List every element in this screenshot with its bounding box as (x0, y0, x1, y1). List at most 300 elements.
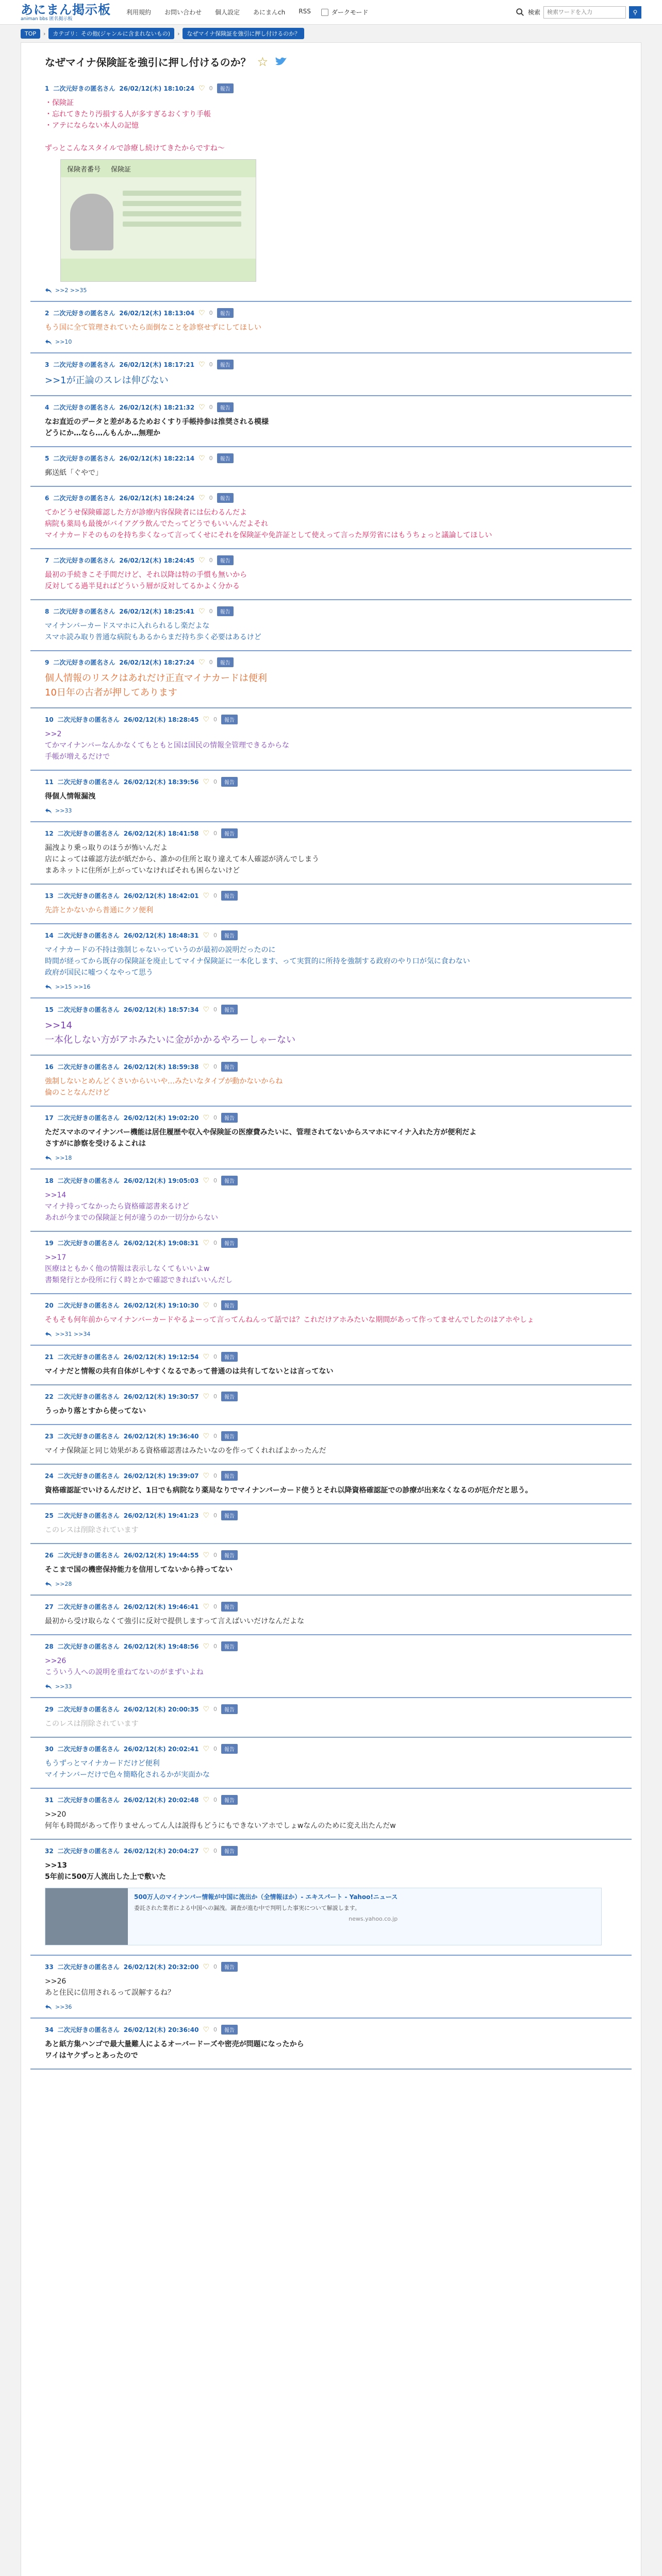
post-date: 26/02/12(木) 19:44:55 (123, 1552, 199, 1559)
report-button[interactable]: 報告 (217, 606, 234, 616)
response-links[interactable]: >>28 (55, 1581, 72, 1587)
reply-icon (45, 1581, 52, 1587)
bird-icon[interactable] (274, 56, 288, 67)
heart-icon[interactable]: ♡ (203, 1795, 209, 1804)
like-count: 0 (209, 404, 213, 411)
post (30, 998, 632, 1056)
link-thumbnail (45, 1888, 128, 1945)
post-date: 26/02/12(木) 18:21:32 (119, 404, 195, 411)
post-body (45, 467, 617, 479)
heart-icon[interactable]: ♡ (203, 1846, 209, 1855)
post-line: なお直近のデータと差があるためおくすり手帳持参は推奨される模様 (45, 418, 269, 426)
like-count: 0 (213, 892, 217, 899)
post-author: 二次元好きの匿名さん (57, 932, 120, 939)
heart-icon[interactable]: ♡ (198, 607, 205, 616)
reply-anchor[interactable]: >>14 (45, 1020, 73, 1031)
post-line: さすがに診察を受けるよこれは (45, 1140, 146, 1148)
post-body (45, 1564, 617, 1575)
post (30, 1504, 632, 1544)
response-links[interactable]: >>10 (55, 338, 72, 345)
report-button[interactable]: 報告 (217, 402, 234, 412)
post (30, 1385, 632, 1425)
report-button[interactable]: 報告 (221, 1005, 238, 1014)
reply-anchor[interactable]: >>20 (45, 1810, 67, 1819)
post-number[interactable]: 5 (45, 454, 49, 462)
heart-icon[interactable]: ♡ (203, 715, 209, 724)
heart-icon[interactable]: ♡ (203, 1176, 209, 1185)
post-line: もうずっとマイナカードだけど便利 (45, 1759, 160, 1768)
post (30, 1170, 632, 1232)
reply-icon (45, 339, 52, 345)
heart-icon[interactable]: ♡ (203, 1392, 209, 1401)
nav-rss[interactable]: RSS (299, 8, 311, 15)
search-input[interactable] (543, 6, 626, 19)
post-line: あと紙方集ハンゴで最大量難人によるオーバードーズや密売が問題になったから (45, 2040, 304, 2048)
post-number[interactable]: 9 (45, 658, 49, 666)
post-line: 5年前に500万人流出した上で敷いた (45, 1873, 166, 1881)
heart-icon[interactable]: ♡ (198, 556, 205, 565)
post-line: 最初から受け取らなくて強引に反対で提供しますって言えばいいだけなんだよな (45, 1617, 305, 1625)
like-count: 0 (213, 1745, 217, 1752)
report-button[interactable]: 報告 (221, 1744, 238, 1754)
responses-row (45, 984, 617, 990)
post-header (45, 828, 617, 838)
post-number[interactable]: 26 (45, 1551, 54, 1559)
report-button[interactable]: 報告 (221, 715, 238, 724)
post-date: 26/02/12(木) 20:02:41 (123, 1745, 199, 1753)
post-number[interactable]: 13 (45, 892, 54, 900)
dark-mode-checkbox[interactable] (321, 9, 328, 16)
like-count: 0 (209, 310, 213, 316)
reply-anchor[interactable]: >>26 (45, 1657, 67, 1665)
heart-icon[interactable]: ♡ (203, 1744, 209, 1753)
post-line: 時間が経ってから既存の保険証を廃止してマイナ保険証に一本化します、って実質的に所持を強制する政府のやり口が気に食わない (45, 957, 470, 965)
report-button[interactable]: 報告 (221, 1602, 238, 1612)
post-number[interactable]: 20 (45, 1301, 54, 1309)
post-number[interactable]: 30 (45, 1745, 54, 1753)
post-header (45, 1005, 617, 1014)
post-date: 26/02/12(木) 19:41:23 (123, 1512, 199, 1519)
responses-row (45, 2004, 617, 2010)
post-line: 病院も薬局も最後がバイアグラ飲んでたってどうでもいいんだよそれ (45, 520, 269, 528)
post-header (45, 1062, 617, 1072)
post-author: 二次元好きの匿名さん (57, 1006, 120, 1013)
post-author: 二次元好きの匿名さん (57, 892, 120, 900)
post-line: 10日年の古者が押してあります (45, 687, 177, 698)
like-count: 0 (213, 1706, 217, 1713)
like-count: 0 (213, 1603, 217, 1610)
post-body (45, 671, 617, 700)
post-number[interactable]: 4 (45, 403, 49, 411)
link-domain: news.yahoo.co.jp (349, 1916, 398, 1922)
post-header (45, 1511, 617, 1520)
report-button[interactable]: 報告 (221, 930, 238, 940)
post-number[interactable]: 27 (45, 1603, 54, 1611)
post (30, 302, 632, 353)
post (30, 1840, 632, 1956)
post-number[interactable]: 32 (45, 1847, 54, 1855)
post (30, 353, 632, 396)
heart-icon[interactable]: ♡ (198, 84, 205, 93)
post-header (45, 657, 617, 667)
search-label: 検索 (527, 9, 540, 16)
insurance-card-image[interactable] (60, 159, 256, 282)
report-button[interactable]: 報告 (221, 1176, 238, 1185)
post-line: ワイはヤクずっとあったので (45, 2052, 138, 2060)
post-line: マイナカードそのものを持ち歩くなって言ってくせにそれを保険証や免許証として使えって言った厚労省にはもうちょっと議論してほしい (45, 531, 492, 539)
post-header (45, 402, 617, 412)
report-button[interactable]: 報告 (221, 1471, 238, 1481)
report-button[interactable]: 報告 (221, 828, 238, 838)
post-author: 二次元好きの匿名さん (57, 1963, 120, 1971)
post-date: 26/02/12(木) 18:25:41 (119, 608, 195, 615)
post-number[interactable]: 16 (45, 1063, 54, 1071)
post-body (45, 1809, 617, 1832)
post-line: 個人情報のリスクはあれだけ正直マイナカードは便利 (45, 673, 267, 684)
post (30, 1294, 632, 1346)
post-header (45, 891, 617, 901)
response-links[interactable]: >>33 (55, 1683, 72, 1690)
heart-icon[interactable]: ♡ (203, 1239, 209, 1247)
report-button[interactable]: 報告 (221, 1238, 238, 1248)
heart-icon[interactable]: ♡ (198, 658, 205, 667)
link-title[interactable]: 500万人のマイナンバー情報が中国に流出か（全情報ほか）- エキスパート - Yahoo!ニュース (134, 1893, 398, 1901)
report-button[interactable]: 報告 (221, 1962, 238, 1972)
post-number[interactable]: 15 (45, 1006, 54, 1013)
post-author: 二次元好きの匿名さん (57, 1706, 120, 1713)
post-number[interactable]: 6 (45, 494, 49, 502)
nav-animanch[interactable]: あにまんch (253, 9, 286, 16)
dark-mode-toggle[interactable] (321, 8, 369, 16)
post-header (45, 1744, 617, 1754)
post-line: 書類発行とか役所に行く時とかで確認できればいいんだし (45, 1276, 233, 1284)
post-header (45, 777, 617, 787)
heart-icon[interactable]: ♡ (203, 1471, 209, 1480)
post (30, 2019, 632, 2070)
heart-icon[interactable]: ♡ (203, 1602, 209, 1611)
post-author: 二次元好きの匿名さん (57, 1353, 120, 1361)
post-date: 26/02/12(木) 18:39:56 (123, 778, 199, 786)
post (30, 1738, 632, 1789)
report-button[interactable]: 報告 (217, 360, 234, 369)
post-number[interactable]: 25 (45, 1512, 54, 1519)
post-author: 二次元好きの匿名さん (53, 361, 115, 368)
post-date: 26/02/12(木) 20:04:27 (123, 1848, 199, 1855)
responses-row (45, 1581, 617, 1587)
post-date: 26/02/12(木) 20:36:40 (123, 2026, 199, 2033)
post-date: 26/02/12(木) 19:39:07 (123, 1472, 199, 1480)
report-button[interactable]: 報告 (221, 1704, 238, 1714)
post-line: あと住民に信用されるって誤解するね？ (45, 1989, 175, 1997)
post-header (45, 1392, 617, 1401)
post-body (45, 944, 617, 978)
post-number[interactable]: 29 (45, 1705, 54, 1713)
like-count: 0 (213, 1848, 217, 1854)
report-button[interactable]: 報告 (217, 83, 234, 93)
report-button[interactable]: 報告 (221, 1846, 238, 1856)
post-number[interactable]: 28 (45, 1642, 54, 1650)
post-body (45, 2039, 617, 2061)
heart-icon[interactable]: ♡ (198, 494, 205, 502)
report-button[interactable]: 報告 (221, 1062, 238, 1072)
post-body (45, 569, 617, 592)
nav-contact[interactable]: お問い合わせ (164, 9, 202, 16)
like-count: 0 (213, 1512, 217, 1519)
heart-icon[interactable]: ♡ (198, 403, 205, 412)
reply-anchor[interactable]: >>17 (45, 1253, 67, 1262)
breadcrumb-separator: › (177, 30, 180, 37)
reply-anchor[interactable]: >>26 (45, 1977, 67, 1986)
report-button[interactable]: 報告 (221, 1641, 238, 1651)
report-button[interactable]: 報告 (221, 1431, 238, 1441)
response-links[interactable]: >>18 (55, 1155, 72, 1161)
post (30, 885, 632, 924)
post-number[interactable]: 17 (45, 1114, 54, 1122)
heart-icon[interactable]: ♡ (203, 1705, 209, 1714)
like-count: 0 (213, 1393, 217, 1400)
post-date: 26/02/12(木) 18:42:01 (123, 892, 199, 900)
post-number[interactable]: 12 (45, 829, 54, 837)
post-line: ・保険証 (45, 99, 74, 107)
post-number[interactable]: 24 (45, 1472, 54, 1480)
heart-icon[interactable]: ♡ (203, 2025, 209, 2034)
responses-row (45, 1683, 617, 1690)
report-button[interactable]: 報告 (221, 777, 238, 787)
post-line: そもそも何年前からマイナンバーカードやるよーって言ってんねんって話では？これだけアホみたいな期間があって作ってませんでしたのはアホやしょ (45, 1316, 535, 1324)
post (30, 1425, 632, 1465)
heart-icon[interactable]: ♡ (203, 1301, 209, 1310)
response-links[interactable]: >>15 >>16 (55, 984, 91, 990)
post-author: 二次元好きの匿名さん (53, 495, 115, 502)
post-line: 店によっては確認方法が紙だから、誰かの住所と取り違えて本人確認が済んでしまう (45, 855, 319, 863)
card-top-label: 保険者番号 (67, 165, 101, 174)
report-button[interactable]: 報告 (217, 493, 234, 503)
like-count: 0 (213, 1302, 217, 1309)
post-line: マイナ保険証と同じ効果がある資格確認書はみたいなのを作ってくれればよかったんだ (45, 1447, 326, 1455)
reply-anchor[interactable]: >>1が正論のスレは伸びない (45, 375, 169, 386)
responses-row (45, 338, 617, 345)
breadcrumb-thread[interactable]: なぜマイナ保険証を強引に押し付けるのか？ (183, 28, 304, 39)
post-date: 26/02/12(木) 19:10:30 (123, 1302, 199, 1309)
post-line: ・アテにならない本人の記憶 (45, 122, 139, 130)
heart-icon[interactable]: ♡ (198, 360, 205, 369)
post-number[interactable]: 19 (45, 1239, 54, 1247)
heart-icon[interactable]: ♡ (203, 1062, 209, 1071)
response-links[interactable]: >>31 >>34 (55, 1331, 91, 1337)
post (30, 1465, 632, 1504)
heart-icon[interactable]: ♡ (203, 1511, 209, 1520)
post-line: マイナ持ってなかったら資格確認書来るけど (45, 1202, 189, 1211)
post (30, 1596, 632, 1635)
post-author: 二次元好きの匿名さん (57, 1302, 120, 1309)
reply-anchor[interactable]: >>14 (45, 1191, 67, 1199)
post-date: 26/02/12(木) 19:30:57 (123, 1393, 199, 1400)
post-number[interactable]: 10 (45, 716, 54, 723)
heart-icon[interactable]: ♡ (198, 309, 205, 317)
post-number[interactable]: 7 (45, 556, 49, 564)
post (30, 1107, 632, 1170)
card-kind-label: 保険証 (111, 165, 131, 174)
post-date: 26/02/12(木) 18:13:04 (119, 310, 195, 317)
heart-icon[interactable]: ♡ (203, 1352, 209, 1361)
nav-terms[interactable]: 利用規約 (126, 9, 152, 16)
post-body (45, 1976, 617, 1998)
response-links[interactable]: >>33 (55, 807, 72, 814)
report-button[interactable]: 報告 (221, 2025, 238, 2035)
post-author: 二次元好きの匿名さん (57, 1177, 120, 1184)
post-header (45, 1704, 617, 1714)
report-button[interactable]: 報告 (217, 657, 234, 667)
heart-icon[interactable]: ♡ (203, 931, 209, 940)
post-body (45, 1485, 617, 1496)
post-number[interactable]: 11 (45, 778, 54, 786)
post (30, 1956, 632, 2019)
report-button[interactable]: 報告 (221, 1300, 238, 1310)
reply-icon (45, 1684, 52, 1690)
card-photo (70, 194, 113, 250)
post-number[interactable]: 34 (45, 2026, 54, 2033)
post-author: 二次元好きの匿名さん (57, 778, 120, 786)
reply-icon (45, 1155, 52, 1161)
breadcrumb-category[interactable]: カテゴリ：その他(ジャンルに含まれないもの) (48, 28, 174, 39)
heart-icon[interactable]: ♡ (203, 1962, 209, 1971)
post-line: 先許とかないから普通にクソ便利 (45, 906, 153, 914)
logo-title: あにまん掲示板 (21, 2, 111, 17)
post-number[interactable]: 8 (45, 607, 49, 615)
post-author: 二次元好きの匿名さん (53, 557, 115, 564)
like-count: 0 (213, 1472, 217, 1479)
breadcrumb-top[interactable]: TOP (21, 29, 40, 39)
post-author: 二次元好きの匿名さん (53, 608, 115, 615)
post-date: 26/02/12(木) 19:12:54 (123, 1353, 199, 1361)
link-description: 委託された業者による中国への漏洩。調査が進む中で判明した事実について解説します。 (134, 1905, 360, 1911)
post-line: 政府が国民に嘘つくなやって思う (45, 969, 153, 977)
post-date: 26/02/12(木) 19:48:56 (123, 1643, 199, 1650)
heart-icon[interactable]: ♡ (203, 1005, 209, 1014)
post-number[interactable]: 31 (45, 1796, 54, 1804)
post-author: 二次元好きの匿名さん (57, 1745, 120, 1753)
report-button[interactable]: 報告 (221, 1113, 238, 1123)
post-number[interactable]: 23 (45, 1432, 54, 1440)
post-line: 反対してる過半見ればどういう層が反対してるかよく分かる (45, 582, 240, 590)
site-header (0, 0, 662, 25)
report-button[interactable]: 報告 (221, 1392, 238, 1401)
heart-icon[interactable]: ♡ (203, 891, 209, 900)
thread-title: なぜマイナ保険証を強引に押し付けるのか？ (45, 56, 251, 69)
reply-icon (45, 287, 52, 294)
link-preview-card[interactable] (45, 1888, 602, 1945)
post (30, 1232, 632, 1294)
post-author: 二次元好きの匿名さん (53, 455, 115, 462)
breadcrumb (0, 25, 662, 42)
post-line: うっかり落とすから使ってない (45, 1407, 146, 1415)
report-button[interactable]: 報告 (217, 308, 234, 318)
response-links[interactable]: >>36 (55, 2004, 72, 2010)
post-number[interactable]: 21 (45, 1353, 54, 1361)
like-count: 0 (209, 85, 213, 92)
post-body (45, 1758, 617, 1781)
post-date: 26/02/12(木) 20:00:35 (123, 1706, 199, 1713)
report-button[interactable]: 報告 (221, 1511, 238, 1520)
heart-icon[interactable]: ♡ (203, 777, 209, 786)
post-number[interactable]: 22 (45, 1393, 54, 1400)
post-number[interactable]: 18 (45, 1177, 54, 1184)
heart-icon[interactable]: ♡ (203, 1551, 209, 1560)
report-button[interactable]: 報告 (217, 453, 234, 463)
post-line: どうにか…なら…んもんか…無理か (45, 429, 160, 437)
post-header (45, 1550, 617, 1560)
post (30, 447, 632, 487)
search-button[interactable]: ⚲ (629, 6, 641, 19)
heart-icon[interactable]: ♡ (198, 454, 205, 463)
post-header (45, 453, 617, 463)
reply-anchor[interactable]: >>13 (45, 1861, 67, 1870)
post-date: 26/02/12(木) 19:02:20 (123, 1114, 199, 1122)
post-date: 26/02/12(木) 19:36:40 (123, 1433, 199, 1440)
post-number[interactable]: 33 (45, 1963, 54, 1971)
post (30, 396, 632, 447)
like-count: 0 (213, 1643, 217, 1650)
post-number[interactable]: 14 (45, 931, 54, 939)
heart-icon[interactable]: ♡ (203, 1642, 209, 1651)
site-logo[interactable] (21, 3, 111, 22)
post-line: マイナだと情報の共有自体がしやすくなるであって普通のは共有してないとは言ってない (45, 1367, 334, 1376)
report-button[interactable]: 報告 (221, 1352, 238, 1362)
like-count: 0 (213, 1177, 217, 1184)
post-number[interactable]: 3 (45, 361, 49, 368)
heart-icon[interactable]: ♡ (203, 1432, 209, 1440)
report-button[interactable]: 報告 (221, 1795, 238, 1805)
post (30, 600, 632, 651)
reply-anchor[interactable]: >>2 (45, 730, 62, 738)
post-header (45, 308, 617, 318)
star-icon[interactable]: ☆ (257, 54, 269, 69)
post (30, 651, 632, 708)
post-number[interactable]: 2 (45, 309, 49, 317)
post-author: 二次元好きの匿名さん (53, 85, 115, 92)
post-body (45, 322, 617, 333)
post-line: 倫のことなんだけど (45, 1089, 110, 1097)
heart-icon[interactable]: ♡ (203, 1113, 209, 1122)
nav-settings[interactable]: 個人設定 (215, 9, 240, 16)
post (30, 1346, 632, 1385)
card-lines (123, 191, 241, 232)
post-line (45, 131, 617, 143)
post-author: 二次元好きの匿名さん (57, 1240, 120, 1247)
post (30, 1789, 632, 1840)
heart-icon[interactable]: ♡ (203, 829, 209, 838)
post-line: 資格確認証でいけるんだけど、1日でも病院なり薬局なりでマイナンバーカード使うとそれ以降資格確認証での診療が出来なくなるのが厄介だと思う。 (45, 1486, 533, 1495)
report-button[interactable]: 報告 (221, 1550, 238, 1560)
post-header (45, 1431, 617, 1441)
report-button[interactable]: 報告 (217, 555, 234, 565)
responses-row (45, 1155, 617, 1161)
post-date: 26/02/12(木) 18:57:34 (123, 1006, 199, 1013)
post-line: 医療はともかく他の情報は表示しなくてもいいよw (45, 1265, 210, 1273)
post-number[interactable]: 1 (45, 84, 49, 92)
report-button[interactable]: 報告 (221, 891, 238, 901)
post-header (45, 1176, 617, 1185)
post-line: 郵送紙「ぐやで」 (45, 469, 103, 477)
post-body (45, 97, 617, 154)
response-links[interactable]: >>2 >>35 (55, 287, 87, 294)
post-body (45, 1860, 617, 1883)
post-body (45, 1076, 617, 1098)
top-nav (126, 8, 311, 16)
post-date: 26/02/12(木) 19:08:31 (123, 1240, 199, 1247)
post (30, 1056, 632, 1107)
post (30, 1698, 632, 1738)
